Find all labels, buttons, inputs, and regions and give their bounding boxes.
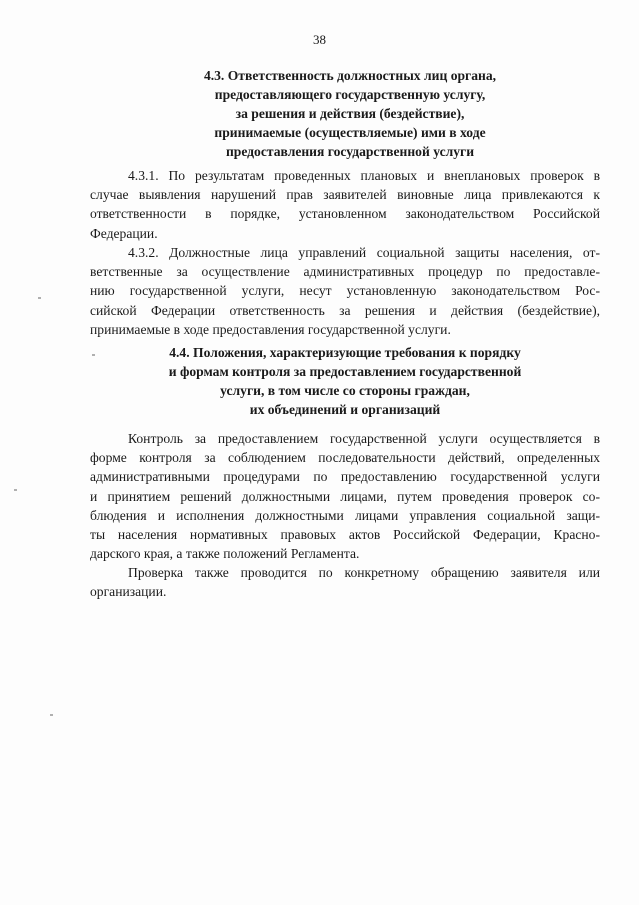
scan-speck (92, 354, 95, 356)
paragraph-4-3-1 (90, 166, 600, 243)
text-line: Контроль за предоставлением государственной услуги осуществляется в (128, 431, 600, 446)
scan-speck (50, 714, 53, 716)
section-4-4-heading (100, 343, 590, 419)
heading-line: 4.3. Ответственность должностных лиц органа, (203, 68, 497, 83)
heading-line: и формам контроля за предоставлением государственной (168, 364, 522, 379)
heading-line: за решения и действия (бездействие), (235, 106, 465, 121)
text-line: нию государственной услуги, несут установленную законодательством Рос- (90, 283, 600, 299)
text-line: Федерации. (90, 225, 158, 241)
text-line: сийской Федерации ответственность за решения и действия (бездействие), (90, 302, 600, 318)
text-line: и принятием решений должностными лицами, путем проведения проверок со- (90, 488, 600, 504)
paragraph-4-3-2 (90, 243, 600, 339)
heading-line: предоставления государственной услуги (225, 144, 475, 159)
text-line: административными процедурами по предоставлению государственной услуги (90, 469, 600, 485)
heading-line: предоставляющего государственную услугу, (214, 87, 486, 102)
text-line: блюдения и исполнения должностными лицами управления социальной защи- (90, 507, 600, 523)
text-line: ты населения нормативных правовых актов Российской Федерации, Красно- (90, 527, 600, 543)
text-line: 4.3.1. По результатам проведенных плановых и внеплановых проверок в (128, 168, 600, 183)
heading-line: услуги, в том числе со стороны граждан, (220, 383, 470, 398)
page-number: 38 (313, 32, 326, 47)
scan-speck (14, 489, 17, 491)
paragraph-4-4-1 (90, 429, 600, 563)
text-line: случае выявления нарушений прав заявителей виновные лица привлекаются к (90, 187, 600, 203)
text-line: ответственности в порядке, установленном законодательством Российской (90, 206, 600, 222)
text-line: дарского края, а также положений Регламента. (90, 546, 360, 562)
scan-speck (38, 297, 41, 299)
text-line: 4.3.2. Должностные лица управлений социальной защиты населения, от- (128, 245, 600, 260)
text-line: ветственные за осуществление административных процедур по предоставле- (90, 264, 600, 280)
text-line: организации. (90, 584, 167, 600)
heading-line: принимаемые (осуществляемые) ими в ходе (214, 125, 486, 140)
heading-line: их объединений и организаций (249, 402, 441, 417)
section-4-3-heading (110, 66, 590, 161)
text-line: принимаемые в ходе предоставления государственной услуги. (90, 321, 451, 337)
text-line: форме контроля за соблюдением последовательности действий, определенных (90, 450, 600, 466)
paragraph-4-4-2 (90, 563, 600, 601)
text-line: Проверка также проводится по конкретному обращению заявителя или (128, 565, 600, 580)
heading-line: 4.4. Положения, характеризующие требования к порядку (169, 345, 521, 360)
